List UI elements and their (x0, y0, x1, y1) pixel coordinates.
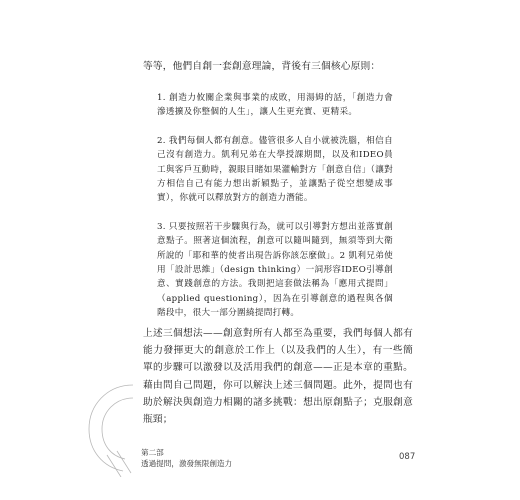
principle-2: 2. 我們每個人都有創意。儘管很多人自小就被洗腦，相信自己沒有創造力。凱利兄弟在大學授課期間，以及和IDEO員工與客戶互動時，親眼目睹如果灌輸對方「創意自信」（讓對方相信自己有能力想出新穎點子，並讓點子從空想變成事實），你就可以釋放對方的創造力潛能。 (157, 135, 393, 204)
footer-subtitle: 透過提問，激發無限創造力 (141, 458, 233, 468)
footer-part: 第二部 (141, 448, 164, 457)
chapter-letter-q (77, 377, 133, 477)
footer (141, 448, 232, 469)
body-paragraph: 上述三個想法——創意對所有人都至為重要，我們每個人都有能力發揮更大的創意於工作上（以及我們的人生），有一些簡單的步驟可以激發以及活用我們的創意——正是本章的重點。藉由問自己問題，你可以解決上述三個問題。此外，提問也有助於解決與創造力相關的諸多挑戰：想出原創點子；克服創意瓶頸； (143, 328, 413, 426)
principles-list (157, 91, 393, 335)
principle-1: 1. 創造力攸關企業與事業的成敗，用湯姆的話，「創造力會滲透擴及你整個的人生」，讓人生更充實、更精采。 (157, 93, 393, 118)
intro-paragraph: 等等，他們自創一套創意理論，背後有三個核心原則： (143, 61, 381, 72)
page-number: 087 (399, 452, 416, 462)
q-letter-icon (77, 377, 133, 477)
principle-3: 3. 只要按照若干步驟與行為，就可以引導對方想出並落實創意點子。照著這個流程，創意可以隨叫隨到，無須等到大衛所說的「耶和華的使者出現告訴你該怎麼做」。2 凱利兄弟使用「設計思維」（design thinking）一詞形容IDEO引導創意、實踐創意的方法。我則把這套做法稱為「應用式提問」（applied questioning），因為在引導創意的過程與各個階段中，很大一部分圍繞提問打轉。 (157, 221, 393, 319)
